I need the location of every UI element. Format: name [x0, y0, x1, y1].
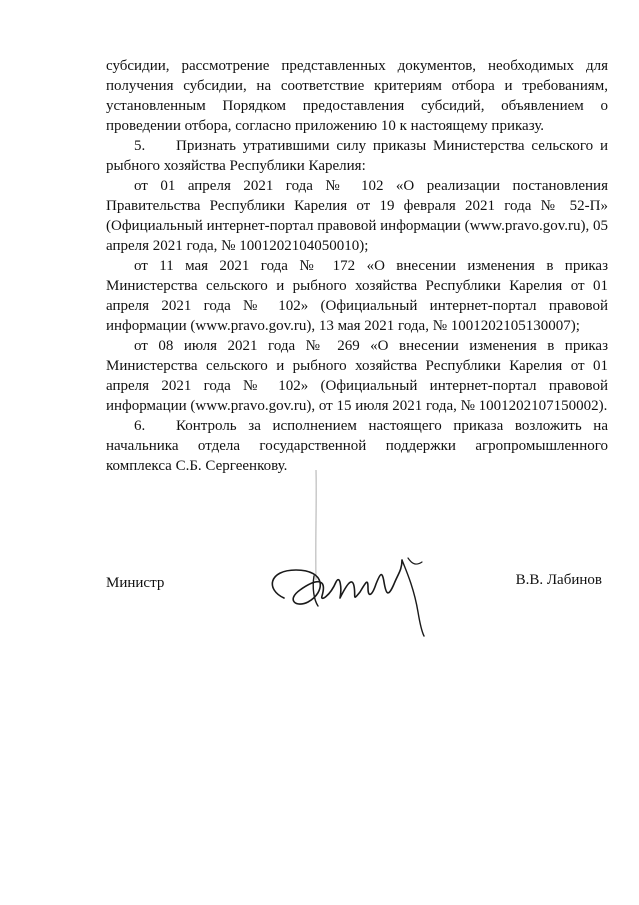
item-6 — [106, 416, 608, 476]
item-6-text: Контроль за исполнением настоящего приказа возложить на начальника отдела государственной поддержки агропромышленного комплекса С.Б. Сергеенкову. — [106, 418, 608, 474]
handwritten-signature — [256, 540, 446, 640]
repealed-order-1: от 01 апреля 2021 года № 102 «О реализации постановления Правительства Республики Карелия от 19 февраля 2021 года № 52-П» (Официальный интернет-портал правовой информации (www.pravo.gov.ru), 05 апреля 2021 года, № 1001202104050010); — [106, 178, 609, 254]
repealed-order-3: от 08 июля 2021 года № 269 «О внесении изменения в приказ Министерства сельского и рыбного хозяйства Республики Карелия от 01 апреля 2021 года № 102» (Официальный интернет-портал правовой информации (www.pravo.gov.ru), от 15 июля 2021 года, № 1001202107150002). — [106, 338, 608, 414]
signatory-title: Министр — [106, 575, 165, 591]
signatory-name: В.В. Лабинов — [515, 572, 602, 588]
item-5 — [106, 136, 608, 176]
signature-block — [106, 570, 608, 650]
paragraph-continuation: субсидии, рассмотрение представленных документов, необходимых для получения субсидии, на соответствие критериям отбора и требованиям, установленным Порядком предоставления субсидий, объявлением о проведении отбора, согласно приложению 10 к настоящему приказу. — [106, 58, 608, 134]
item-5-text: Признать утратившими силу приказы Министерства сельского и рыбного хозяйства Республики Карелия: — [106, 138, 608, 174]
item-6-number: 6. — [134, 418, 146, 434]
document-body — [106, 56, 608, 476]
item-5-number: 5. — [134, 138, 146, 154]
repealed-order-2: от 11 мая 2021 года № 172 «О внесении изменения в приказ Министерства сельского и рыбного хозяйства Республики Карелия от 01 апреля 2021 года № 102» (Официальный интернет-портал правовой информации (www.pravo.gov.ru), 13 мая 2021 года, № 1001202105130007); — [106, 258, 608, 334]
